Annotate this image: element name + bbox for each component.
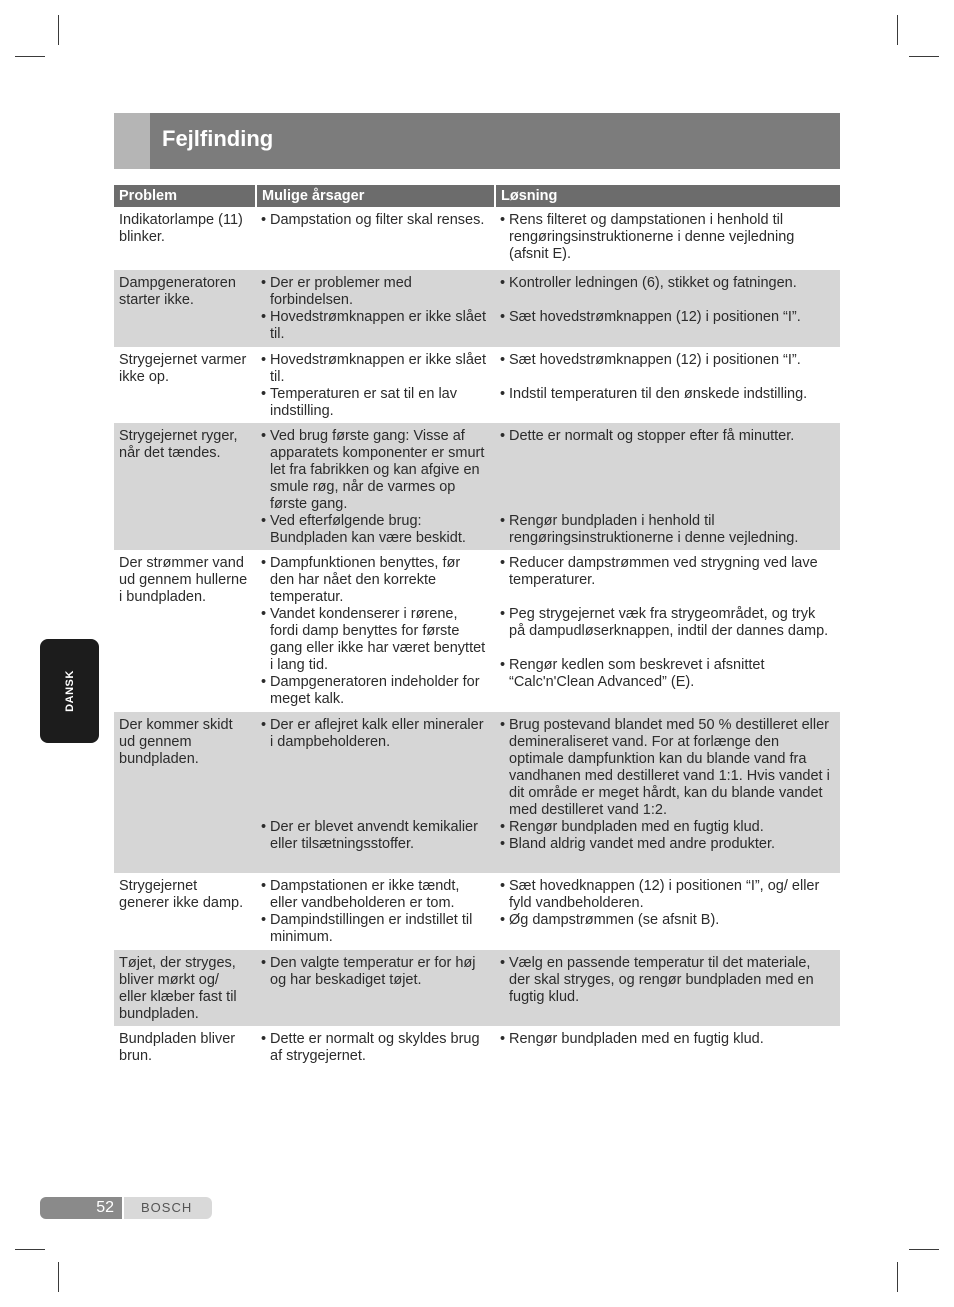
solution-item: • Dette er normalt og stopper efter få minutter. [500,428,834,445]
crop-mark [897,1262,898,1292]
causes-cell [255,550,494,712]
table-row [114,207,840,270]
cause-item: • Der er blevet anvendt kemikalier eller tilsætningsstoffer. [261,819,488,853]
problem-cell: Tøjet, der stryges, bliver mørkt og/ eller klæber fast til bundpladen. [119,955,237,1022]
solution-cell [494,423,840,550]
crop-mark [897,15,898,45]
cause-item: • Den valgte temperatur er for høj og har beskadiget tøjet. [261,955,488,989]
solution-item: • Bland aldrig vandet med andre produkter. [500,836,834,853]
cause-item: • Ved brug første gang: Visse af apparatets komponenter er smurt let fra fabrikken og kan afgive en smule røg, når de varmes op første gang. [261,428,488,513]
cause-item: • Dampstationen er ikke tændt, eller vandbeholderen er tom. [261,878,488,912]
column-header-solution: Løsning [494,185,840,207]
solution-cell [494,270,840,347]
cause-item: • Hovedstrømknappen er ikke slået til. [261,352,488,386]
language-label: DANSK [63,670,76,712]
troubleshooting-table [114,185,840,1072]
crop-mark [15,1249,45,1250]
problem-cell: Der strømmer vand ud gennem hullerne i bundpladen. [119,555,248,605]
solution-item: • Brug postevand blandet med 50 % destilleret eller demineraliseret vand. For at forlænge den optimale dampfunktion kan du blande vand fra vandhanen med destilleret vand 1:1. Hvis vandet i dit område er meget hårdt, kan du blande vandet med destilleret vand 1:2. [500,717,834,819]
solution-cell [494,1026,840,1072]
causes-cell [255,950,494,1026]
solution-item: • Rengør kedlen som beskrevet i afsnittet “Calc'n'Clean Advanced” (E). [500,657,834,691]
problem-cell: Strygejernet ryger, når det tændes. [119,428,238,461]
table-row [114,873,840,950]
crop-mark [58,1262,59,1292]
solution-item: • Sæt hovedknappen (12) i positionen “I”, og/ eller fyld vandbeholderen. [500,878,834,912]
table-row [114,347,840,423]
causes-cell [255,873,494,950]
table-row [114,423,840,550]
solution-cell [494,550,840,712]
crop-mark [909,1249,939,1250]
column-header-causes: Mulige årsager [255,185,494,207]
solution-item: • Sæt hovedstrømknappen (12) i positionen “I”. [500,352,834,369]
problem-cell: Der kommer skidt ud gennem bundpladen. [119,717,233,767]
problem-cell: Bundpladen bliver brun. [119,1031,236,1064]
solution-item: • Rengør bundpladen i henhold til rengøringsinstruktionerne i denne vejledning. [500,513,834,547]
solution-item: • Rengør bundpladen med en fugtig klud. [500,819,834,836]
solution-item: • Peg strygejernet væk fra strygeområdet, og tryk på dampudløserknappen, indtil der dannes damp. [500,606,834,640]
cause-item: • Der er problemer med forbindelsen. [261,275,488,309]
causes-cell [255,423,494,550]
problem-cell: Indikatorlampe (11) blinker. [119,212,243,245]
cause-item: • Vandet kondenserer i rørene, fordi damp benyttes for første gang eller ikke har været benyttet i lang tid. [261,606,488,674]
header-accent [114,113,150,169]
table-row [114,950,840,1026]
solution-item: • Vælg en passende temperatur til det materiale, der skal stryges, og rengør bundpladen med en fugtig klud. [500,955,834,1006]
solution-item: • Sæt hovedstrømknappen (12) i positionen “I”. [500,309,834,326]
solution-item: • Rengør bundpladen med en fugtig klud. [500,1031,834,1048]
crop-mark [15,56,45,57]
table-row [114,270,840,347]
cause-item: • Dampgeneratoren indeholder for meget kalk. [261,674,488,708]
page-title: Fejlfinding [162,126,274,151]
causes-cell [255,1026,494,1072]
table-row [114,712,840,873]
causes-cell [255,270,494,347]
cause-item: • Hovedstrømknappen er ikke slået til. [261,309,488,343]
table-row [114,550,840,712]
section-header [114,113,840,169]
problem-cell: Strygejernet generer ikke damp. [119,878,244,911]
cause-item: • Dampfunktionen benyttes, før den har nået den korrekte temperatur. [261,555,488,606]
table-row [114,1026,840,1072]
solution-cell [494,207,840,270]
solution-item: • Reducer dampstrømmen ved strygning ved lave temperaturer. [500,555,834,589]
cause-item: • Dampstation og filter skal renses. [261,212,488,229]
solution-cell [494,873,840,950]
solution-cell [494,347,840,423]
table-header-row [114,185,840,207]
column-header-problem: Problem [114,185,255,207]
page-number: 52 [40,1197,122,1219]
solution-item: • Rens filteret og dampstationen i henhold til rengøringsinstruktionerne i denne vejledning (afsnit E). [500,212,834,263]
cause-item: • Temperaturen er sat til en lav indstilling. [261,386,488,420]
solution-cell [494,950,840,1026]
solution-item: • Øg dampstrømmen (se afsnit B). [500,912,834,929]
cause-item: • Dampindstillingen er indstillet til minimum. [261,912,488,946]
problem-cell: Dampgeneratoren starter ikke. [119,275,236,308]
causes-cell [255,347,494,423]
problem-cell: Strygejernet varmer ikke op. [119,352,247,385]
cause-item: • Ved efterfølgende brug: Bundpladen kan være beskidt. [261,513,488,547]
crop-mark [909,56,939,57]
solution-item: • Indstil temperaturen til den ønskede indstilling. [500,386,834,403]
solution-item: • Kontroller ledningen (6), stikket og fatningen. [500,275,834,292]
cause-item: • Dette er normalt og skyldes brug af strygejernet. [261,1031,488,1065]
cause-item: • Der er aflejret kalk eller mineraler i dampbeholderen. [261,717,488,751]
language-tab [40,639,99,743]
solution-cell [494,712,840,873]
crop-mark [58,15,59,45]
brand-label: BOSCH [124,1197,212,1219]
causes-cell [255,207,494,270]
causes-cell [255,712,494,873]
